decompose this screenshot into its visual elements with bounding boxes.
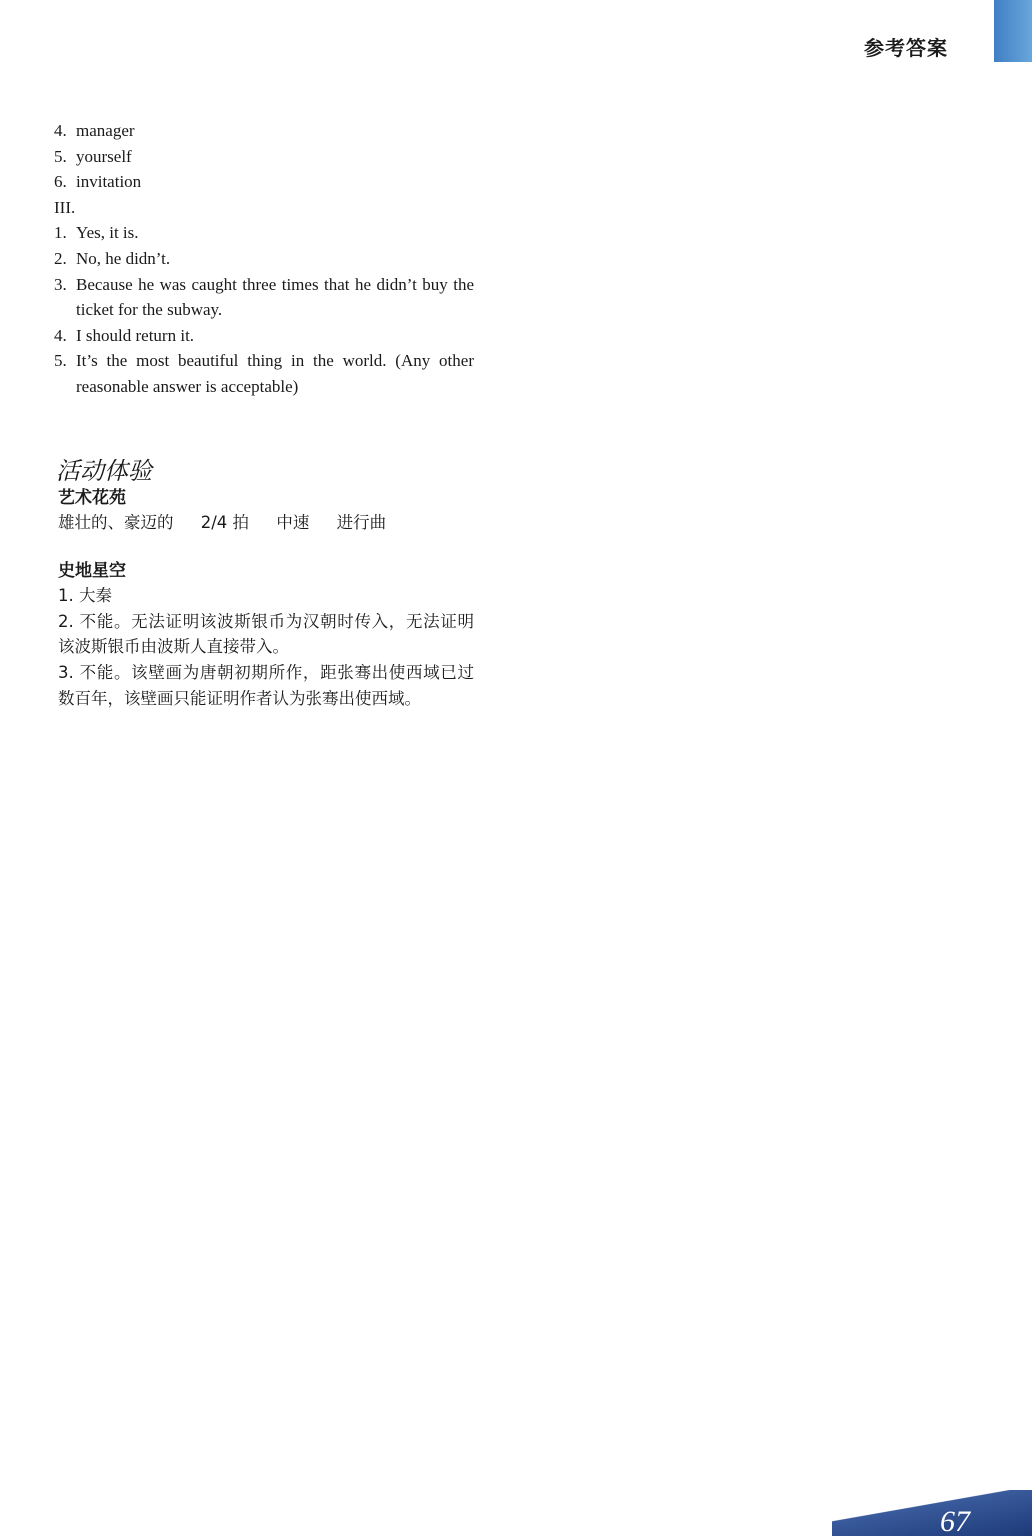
item-number: 5.	[54, 351, 67, 371]
item-text: Because he was caught three times that he didn’t buy the ticket for the subway.	[76, 274, 474, 320]
item-text: manager	[76, 121, 135, 140]
spacer	[54, 535, 474, 559]
art-answer-genre: 进行曲	[336, 512, 387, 532]
list-item	[54, 348, 474, 399]
list-item	[54, 220, 474, 246]
list-item	[54, 169, 474, 195]
list-item	[54, 323, 474, 349]
art-answer-meter: 2/4 拍	[200, 512, 250, 532]
spacer	[54, 400, 474, 456]
item-number: 5.	[54, 146, 67, 166]
history-answer-2: 2. 不能。无法证明该波斯银币为汉朝时传入，无法证明该波斯银币由波斯人直接带入。	[58, 611, 474, 657]
item-text: It’s the most beautiful thing in the world. (Any other reasonable answer is acceptable)	[76, 351, 474, 396]
section-label-iii: III.	[54, 197, 76, 217]
page-header-title: 参考答案	[864, 36, 948, 60]
item-number: 4.	[54, 325, 67, 345]
header-color-tab	[994, 0, 1032, 62]
page-number: 67	[940, 1505, 970, 1538]
art-answer-mood: 雄壮的、豪迈的	[58, 512, 174, 532]
answer-column	[54, 118, 474, 711]
list-item	[54, 118, 474, 144]
list-item	[54, 144, 474, 170]
item-number: 2.	[54, 248, 67, 268]
activity-section-title: 活动体验	[56, 456, 152, 485]
art-answer-tempo: 中速	[276, 512, 310, 532]
art-subtitle: 艺术花苑	[58, 487, 126, 508]
item-text: I should return it.	[76, 325, 195, 345]
list-item	[54, 272, 474, 323]
list-item	[54, 246, 474, 272]
history-subtitle: 史地星空	[58, 561, 126, 582]
item-number: 3.	[54, 274, 67, 294]
item-number: 4.	[54, 121, 67, 140]
item-number: 1.	[54, 223, 67, 243]
footer-corner-decoration	[832, 1490, 1032, 1536]
item-text: No, he didn’t.	[76, 248, 171, 268]
item-text: yourself	[76, 146, 132, 166]
art-answer-row	[58, 510, 474, 536]
item-text: invitation	[76, 172, 142, 192]
history-answer-1: 1. 大秦	[58, 586, 112, 606]
item-number: 6.	[54, 172, 67, 192]
item-text: Yes, it is.	[76, 223, 139, 243]
history-answer-3: 3. 不能。该壁画为唐朝初期所作，距张骞出使西域已过数百年，该壁画只能证明作者认为张骞出使西域。	[58, 662, 474, 708]
